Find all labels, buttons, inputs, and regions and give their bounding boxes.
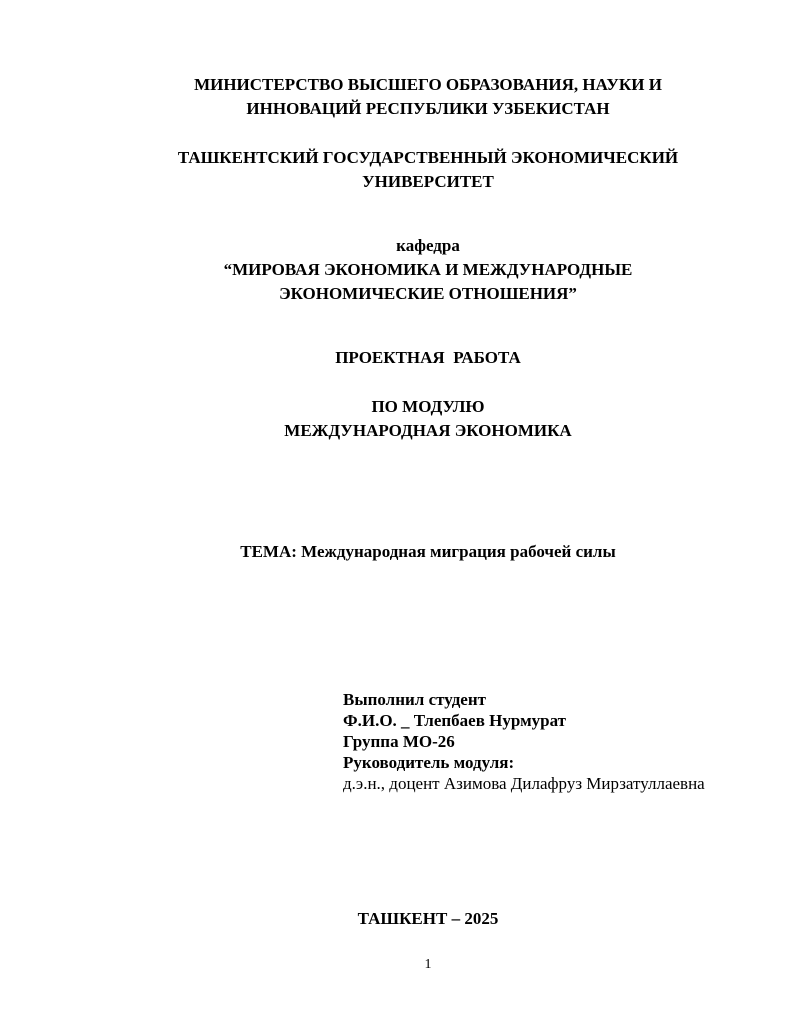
department-line-2: ЭКОНОМИЧЕСКИЕ ОТНОШЕНИЯ” xyxy=(279,284,577,303)
module-line-1: ПО МОДУЛЮ xyxy=(371,397,485,416)
work-type-heading xyxy=(0,346,800,370)
university-line-2: УНИВЕРСИТЕТ xyxy=(362,172,494,191)
work-type: ПРОЕКТНАЯ РАБОТА xyxy=(335,348,521,367)
department-heading xyxy=(0,234,800,306)
author-info xyxy=(343,689,705,794)
university-line-1: ТАШКЕНТСКИЙ ГОСУДАРСТВЕННЫЙ ЭКОНОМИЧЕСКИЙ xyxy=(177,148,679,167)
module-heading xyxy=(0,395,800,443)
department-label: кафедра xyxy=(396,236,460,255)
university-heading xyxy=(0,146,800,194)
supervisor-label: Руководитель модуля: xyxy=(343,753,515,772)
ministry-heading xyxy=(0,73,800,121)
department-line-1: “МИРОВАЯ ЭКОНОМИКА И МЕЖДУНАРОДНЫЕ xyxy=(223,260,633,279)
supervisor-name: д.э.н., доцент Азимова Дилафруз Мирзатуллаевна xyxy=(343,774,705,793)
ministry-line-2: ИННОВАЦИЙ РЕСПУБЛИКИ УЗБЕКИСТАН xyxy=(246,99,610,118)
student-group: Группа МО-26 xyxy=(343,732,455,751)
module-line-2: МЕЖДУНАРОДНАЯ ЭКОНОМИКА xyxy=(284,421,572,440)
city-year-footer xyxy=(0,907,800,931)
performed-by-label: Выполнил студент xyxy=(343,690,486,709)
student-full-name: Ф.И.О. _ Тлепбаев Нурмурат xyxy=(343,711,567,730)
topic: ТЕМА: Международная миграция рабочей силы xyxy=(240,542,616,561)
page-number: 1 xyxy=(424,957,432,972)
city-year: ТАШКЕНТ – 2025 xyxy=(357,909,499,928)
topic-heading xyxy=(0,540,800,564)
ministry-line-1: МИНИСТЕРСТВО ВЫСШЕГО ОБРАЗОВАНИЯ, НАУКИ И xyxy=(194,75,662,94)
